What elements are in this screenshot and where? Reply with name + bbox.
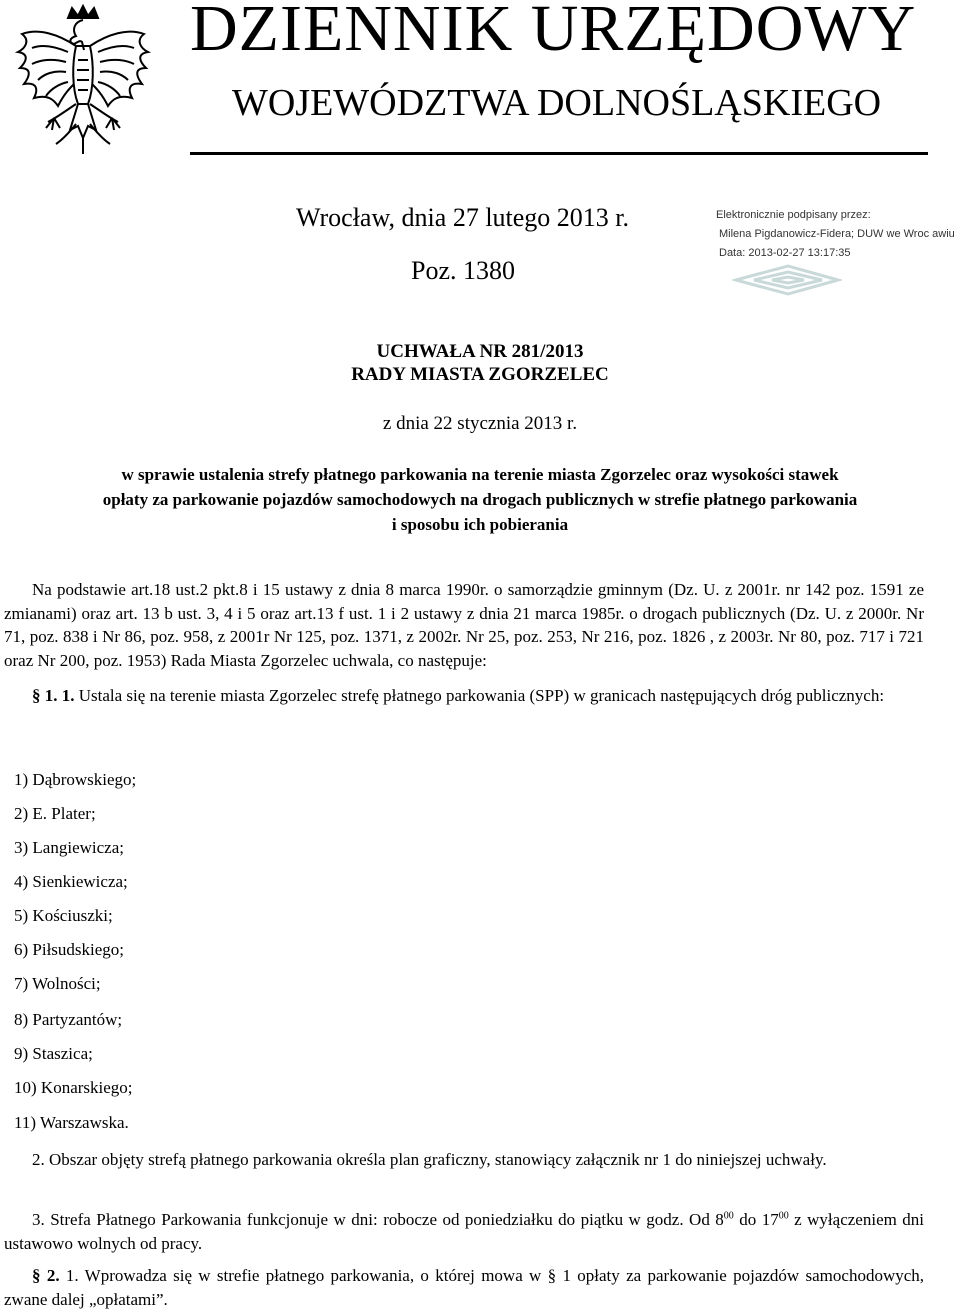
section-1-paragraph-3 [4, 1208, 924, 1255]
list-item: 11) Warszawska. [14, 1113, 129, 1132]
position-number: Poz. 1380 [411, 256, 515, 285]
resolution-title-line1: UCHWAŁA NR 281/2013 [376, 341, 584, 362]
section-1-marker: § 1. [32, 686, 58, 705]
masthead-title: DZIENNIK URZĘDOWY [190, 0, 917, 65]
signature-logo-icon [732, 262, 842, 298]
resolution-date: z dnia 22 stycznia 2013 r. [382, 413, 578, 434]
subject-line3: i sposobu ich pobierania [391, 515, 569, 534]
list-item: 9) Staszica; [14, 1044, 93, 1063]
section-1-par1-number: 1. [61, 686, 75, 705]
section-2-paragraph-1 [4, 1264, 924, 1311]
list-item: 3) Langiewicza; [14, 838, 124, 857]
subject-line1: w sprawie ustalenia strefy płatnego parkowania na terenie miasta Zgorzelec oraz wysokości stawek [121, 465, 839, 484]
resolution-subject [0, 462, 960, 537]
resolution-title [0, 340, 960, 386]
signature-signer: Milena Pigdanowicz-Fidera; DUW we Wroc awiu [719, 228, 955, 240]
masthead-divider [190, 152, 928, 155]
list-item: 5) Kościuszki; [14, 906, 113, 925]
list-item: 8) Partyzantów; [14, 1010, 123, 1029]
list-item: 6) Piłsudskiego; [14, 940, 125, 959]
electronic-signature-stamp [712, 206, 960, 302]
section-1-paragraph-1 [4, 684, 924, 708]
par3-text-a: 3. Strefa Płatnego Parkowania funkcjonuje w dni: robocze od poniedziałku do piątku w godz. Od 8 [32, 1210, 724, 1229]
list-item: 2) E. Plater; [14, 804, 96, 823]
list-item: 4) Sienkiewicza; [14, 872, 128, 891]
par3-text-b: do 17 [733, 1210, 779, 1229]
par3-superscript-2: 00 [778, 1210, 789, 1222]
subject-line2: opłaty za parkowanie pojazdów samochodowych na drogach publicznych w strefie płatnego parkowania [102, 490, 858, 509]
masthead-subtitle: WOJEWÓDZTWA DOLNOŚLĄSKIEGO [232, 82, 882, 124]
section-1-paragraph-2: 2. Obszar objęty strefą płatnego parkowania określa plan graficzny, stanowiący załącznik nr 1 do niniejszej uchwały. [32, 1150, 827, 1169]
par3-text-c: z wyłączeniem dni ustawowo wolnych od pracy. [4, 1210, 925, 1253]
list-item: 1) Dąbrowskiego; [14, 770, 137, 789]
section-1-par1-text: Ustala się na terenie miasta Zgorzelec strefę płatnego parkowania (SPP) w granicach następujących dróg publicznych: [78, 686, 885, 705]
issue-date: Wrocław, dnia 27 lutego 2013 r. [296, 203, 630, 232]
list-item: 10) Konarskiego; [14, 1078, 133, 1097]
list-item: 7) Wolności; [14, 974, 101, 993]
par3-superscript-1: 00 [723, 1210, 734, 1222]
signature-label: Elektronicznie podpisany przez: [716, 209, 871, 221]
legal-basis-preamble: Na podstawie art.18 ust.2 pkt.8 i 15 ustawy z dnia 8 marca 1990r. o samorządzie gminnym (Dz. U. z 2001r. nr 142 poz. 1591 ze zmianami) oraz art. 13 b ust. 3, 4 i 5 oraz art.13 f ust. 1 i 2 ustawy z dnia 21 marca 1985r. o drogach publicznych (Dz. U. z 2000r. Nr 71, poz. 838 i Nr 86, poz. 958, z 2001r Nr 125, poz. 1371, z 2002r. Nr 25, poz. 253, Nr 216, poz. 1826 , z 2003r. Nr 80, poz. 717 i 721 oraz Nr 200, poz. 1953) Rada Miasta Zgorzelec uchwala, co następuje: [4, 580, 924, 670]
section-2-par1-text: 1. Wprowadza się w strefie płatnego parkowania, o której mowa w § 1 opłaty za parkowanie pojazdów samochodowych, zwane dalej „opłatami”. [4, 1266, 925, 1309]
section-2-marker: § 2. [32, 1266, 60, 1285]
resolution-title-line2: RADY MIASTA ZGORZELEC [351, 364, 609, 385]
resolution-body [4, 578, 924, 708]
polish-eagle-emblem-icon [8, 4, 158, 164]
signature-date: Data: 2013-02-27 13:17:35 [719, 247, 851, 259]
